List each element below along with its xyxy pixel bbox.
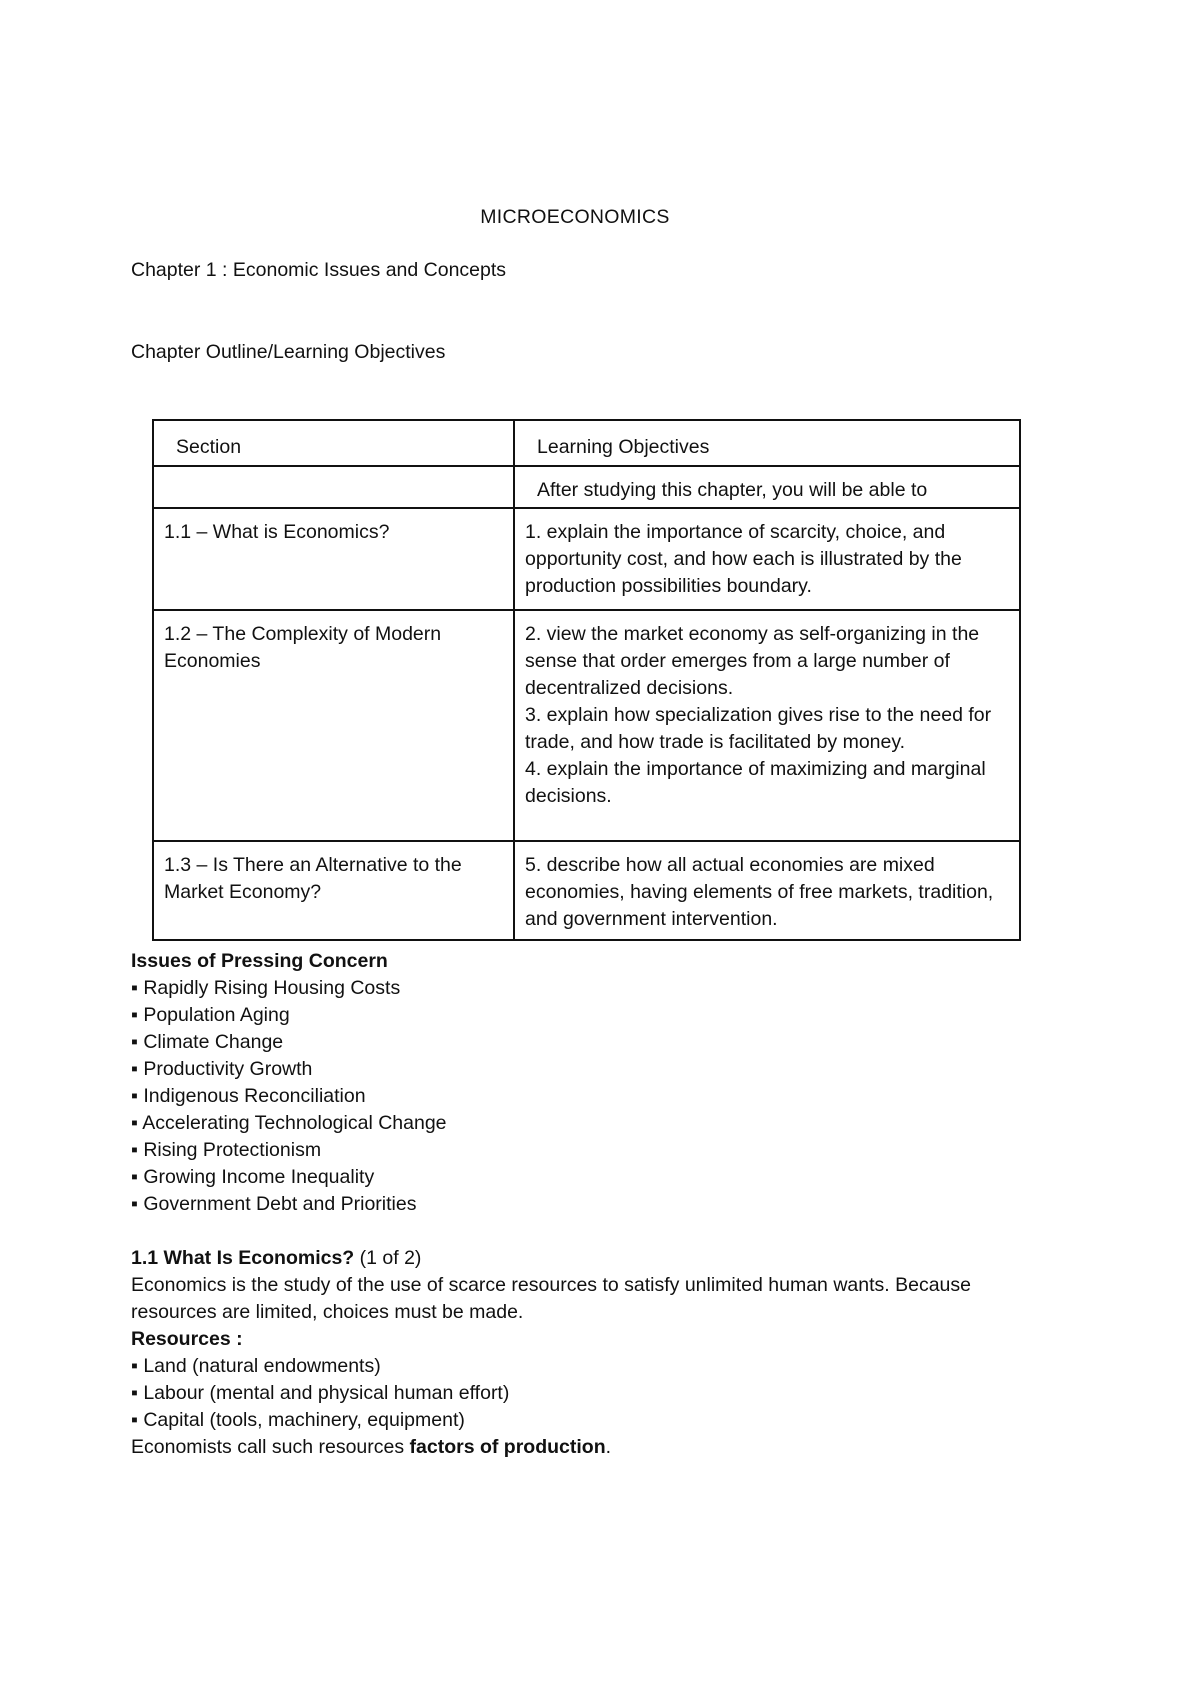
objectives-intro: After studying this chapter, you will be able to: [537, 479, 928, 501]
resources-heading: Resources :: [131, 1328, 243, 1350]
list-item: ▪ Capital (tools, machinery, equipment): [131, 1409, 465, 1431]
objective-item: 4. explain the importance of maximizing and marginal decisions.: [525, 758, 986, 807]
closing-suffix: .: [605, 1436, 612, 1458]
issues-section: [131, 948, 447, 1218]
table-cell: [153, 466, 514, 508]
outline-heading: Chapter Outline/Learning Objectives: [131, 341, 446, 363]
table-cell: [514, 466, 1020, 508]
list-item: ▪ Labour (mental and physical human effort): [131, 1382, 510, 1404]
table-header-cell: [153, 420, 514, 466]
what-is-economics-section: [131, 1245, 1031, 1461]
section-label: 1.3 – Is There an Alternative to the Market Economy?: [164, 854, 462, 903]
table-row: [153, 508, 1020, 610]
list-item: ▪ Indigenous Reconciliation: [131, 1085, 366, 1107]
table-row: [153, 841, 1020, 940]
objective-item: 1. explain the importance of scarcity, choice, and opportunity cost, and how each is illustrated by the production possibilities boundary.: [525, 521, 962, 597]
objective-item: 2. view the market economy as self-organizing in the sense that order emerges from a large number of decentralized decisions.: [525, 623, 980, 699]
list-item: ▪ Land (natural endowments): [131, 1355, 381, 1377]
section-label: 1.1 – What is Economics?: [164, 521, 390, 543]
closing-sentence: [131, 1434, 1031, 1461]
list-item: ▪ Climate Change: [131, 1031, 284, 1053]
table-cell: [514, 841, 1020, 940]
chapter-heading: Chapter 1 : Economic Issues and Concepts: [131, 259, 507, 281]
table-row: [153, 610, 1020, 841]
section-heading-line: [131, 1245, 1031, 1272]
list-item: ▪ Productivity Growth: [131, 1058, 313, 1080]
list-item: ▪ Growing Income Inequality: [131, 1166, 375, 1188]
table-cell: [153, 610, 514, 841]
table-header-row: [153, 420, 1020, 466]
objective-item: 5. describe how all actual economies are mixed economies, having elements of free markets, tradition, and government intervention.: [525, 854, 994, 930]
table-header-cell: [514, 420, 1020, 466]
section-heading: 1.1 What Is Economics?: [131, 1247, 355, 1269]
document-title: MICROECONOMICS: [480, 206, 670, 228]
definition-paragraph: Economics is the study of the use of scarce resources to satisfy unlimited human wants. Because resources are limited, choices must be made.: [131, 1274, 971, 1323]
table-row: [153, 466, 1020, 508]
list-item: ▪ Rising Protectionism: [131, 1139, 322, 1161]
closing-prefix: Economists call such resources: [131, 1436, 410, 1458]
table-cell: [514, 508, 1020, 610]
table-cell: [153, 508, 514, 610]
list-item: ▪ Rapidly Rising Housing Costs: [131, 977, 401, 999]
factors-of-production-term: factors of production: [409, 1436, 606, 1458]
table-cell: [514, 610, 1020, 841]
learning-objectives-table: [152, 419, 1021, 941]
section-heading-suffix: (1 of 2): [354, 1247, 422, 1269]
table-cell: [153, 841, 514, 940]
section-label: 1.2 – The Complexity of Modern Economies: [164, 623, 442, 672]
objectives-column-header: Learning Objectives: [537, 436, 710, 458]
list-item: ▪ Accelerating Technological Change: [131, 1112, 447, 1134]
list-item: ▪ Population Aging: [131, 1004, 290, 1026]
issues-heading: Issues of Pressing Concern: [131, 950, 388, 972]
section-column-header: Section: [176, 436, 242, 458]
objective-item: 3. explain how specialization gives rise to the need for trade, and how trade is facilitated by money.: [525, 704, 992, 753]
list-item: ▪ Government Debt and Priorities: [131, 1193, 417, 1215]
